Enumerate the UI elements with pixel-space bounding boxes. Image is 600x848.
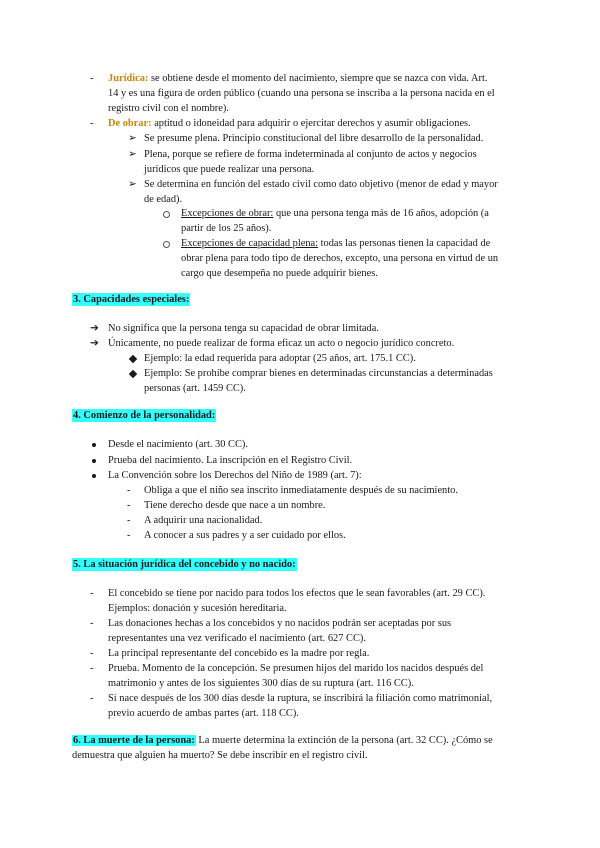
juridica-line-1: Jurídica: se obtiene desde el momento del nacimiento, siempre que se nazca con vida. Art.: [108, 73, 488, 84]
s4-sub-3: A adquirir una nacionalidad.: [144, 515, 263, 526]
s4-item-3: La Convención sobre los Derechos del Niño de 1989 (art. 7):: [108, 470, 362, 481]
heading-comienzo-personalidad: 4. Comienzo de la personalidad:: [73, 410, 216, 421]
s5-item-3: La principal representante del concebido es la madre por regla.: [108, 648, 370, 659]
obrar-line: De obrar: aptitud o idoneidad para adquirir o ejercitar derechos y asumir obligaciones.: [108, 118, 471, 129]
s5-item-4-line-2: matrimonio y antes de los siguientes 300 días de su ruptura (art. 116 CC).: [108, 678, 414, 689]
heading-muerte-persona: 6. La muerte de la persona:: [73, 735, 195, 746]
arrow-item-3-line-2: de edad).: [144, 194, 183, 205]
s4-sub-2: Tiene derecho desde que nace a un nombre.: [144, 500, 326, 511]
dash-marker: -: [127, 515, 131, 526]
s6-line-1: 6. La muerte de la persona: La muerte determina la extinción de la persona (art. 32 CC). ¿Cómo se: [73, 735, 493, 746]
heading-capacidades-especiales: 3. Capacidades especiales:: [73, 294, 190, 305]
dash-marker: -: [90, 73, 94, 84]
dash-marker: -: [127, 485, 131, 496]
s4-item-2: Prueba del nacimiento. La inscripción en el Registro Civil.: [108, 455, 353, 466]
s4-sub-4: A conocer a sus padres y a ser cuidado por ellos.: [144, 530, 346, 541]
dash-marker: -: [90, 663, 94, 674]
arrow-item-3-line-1: Se determina en función del estado civil como dato objetivo (menor de edad y mayor: [144, 179, 498, 190]
s5-item-1-line-1: El concebido se tiene por nacido para todos los efectos que le sean favorables (art. 29 CC).: [108, 588, 486, 599]
arrowhead-icon: ➢: [128, 179, 137, 190]
heading-concebido-no-nacido: 5. La situación jurídica del concebido y no nacido:: [73, 559, 296, 570]
s5-item-2-line-2: representantes una vez verificado el nacimiento (art. 627 CC).: [108, 633, 366, 644]
exc-plena-label: Excepciones de capacidad plena:: [181, 238, 319, 249]
s3-sub-1: Ejemplo: la edad requerida para adoptar (25 años, art. 175.1 CC).: [144, 353, 416, 364]
diamond-bullet-icon: [129, 355, 137, 363]
dot-bullet-icon: [92, 474, 96, 478]
s3-item-1: No significa que la persona tenga su capacidad de obrar limitada.: [108, 323, 379, 334]
arrow-item-1: Se presume plena. Principio constitucional del libre desarrollo de la personalidad.: [144, 133, 484, 144]
diamond-bullet-icon: [129, 370, 137, 378]
s3-item-2: Únicamente, no puede realizar de forma eficaz un acto o negocio jurídico concreto.: [108, 338, 455, 349]
s3-sub-2-line-1: Ejemplo: Se prohíbe comprar bienes en determinadas circunstancias a determinadas: [144, 368, 493, 379]
arrowhead-icon: ➢: [128, 133, 137, 144]
dash-marker: -: [127, 530, 131, 541]
juridica-label: Jurídica:: [108, 73, 149, 84]
s3-sub-2-line-2: personas (art. 1459 CC).: [144, 383, 246, 394]
exc-obrar-line-2: partir de los 25 años).: [181, 223, 272, 234]
s5-item-1-line-2: Ejemplos: donación y sucesión hereditaria.: [108, 603, 287, 614]
s4-item-1: Desde el nacimiento (art. 30 CC).: [108, 439, 248, 450]
exc-obrar-label: Excepciones de obrar:: [181, 208, 274, 219]
circle-bullet-icon: [163, 211, 170, 218]
exc-plena-line-2: obrar plena para todo tipo de derechos, excepto, una persona en virtud de un: [181, 253, 499, 264]
dot-bullet-icon: [92, 459, 96, 463]
obrar-label: De obrar:: [108, 118, 152, 129]
arrowhead-icon: ➢: [128, 149, 137, 160]
circle-bullet-icon: [163, 241, 170, 248]
dash-marker: -: [90, 693, 94, 704]
dash-marker: -: [90, 118, 94, 129]
exc-plena-line-3: cargo que desempeña no puede adquirir bienes.: [181, 268, 378, 279]
s5-item-4-line-1: Prueba. Momento de la concepción. Se presumen hijos del marido los nacidos después del: [108, 663, 484, 674]
s4-sub-1: Obliga a que el niño sea inscrito inmediatamente después de su nacimiento.: [144, 485, 458, 496]
s5-item-2-line-1: Las donaciones hechas a los concebidos y no nacidos podrán ser aceptadas por sus: [108, 618, 452, 629]
dot-bullet-icon: [92, 443, 96, 447]
juridica-line-2: 14 y es una figura de orden público (cuando una persona se inscriba a la persona nacida en el: [108, 88, 495, 99]
exc-plena-line-1: Excepciones de capacidad plena: todas las personas tienen la capacidad de: [181, 238, 491, 249]
dash-marker: -: [90, 618, 94, 629]
arrow-item-2-line-1: Plena, porque se refiere de forma indeterminada al conjunto de actos y negocios: [144, 149, 477, 160]
dash-marker: -: [127, 500, 131, 511]
s6-line-2: demuestra que alguien ha muerto? Se debe inscribir en el registro civil.: [72, 750, 368, 761]
dash-marker: -: [90, 648, 94, 659]
juridica-line-3: registro civil con el nombre).: [108, 103, 229, 114]
s5-item-5-line-2: previo acuerdo de ambas partes (art. 118 CC).: [108, 708, 299, 719]
arrow-right-icon: ➔: [90, 338, 99, 349]
exc-obrar-line-1: Excepciones de obrar: que una persona tenga más de 16 años, adopción (a: [181, 208, 489, 219]
arrow-item-2-line-2: jurídicos que puede realizar una persona.: [144, 164, 315, 175]
dash-marker: -: [90, 588, 94, 599]
s5-item-5-line-1: Si nace después de los 300 días desde la ruptura, se inscribirá la filiación como matrimonial,: [108, 693, 493, 704]
arrow-right-icon: ➔: [90, 323, 99, 334]
